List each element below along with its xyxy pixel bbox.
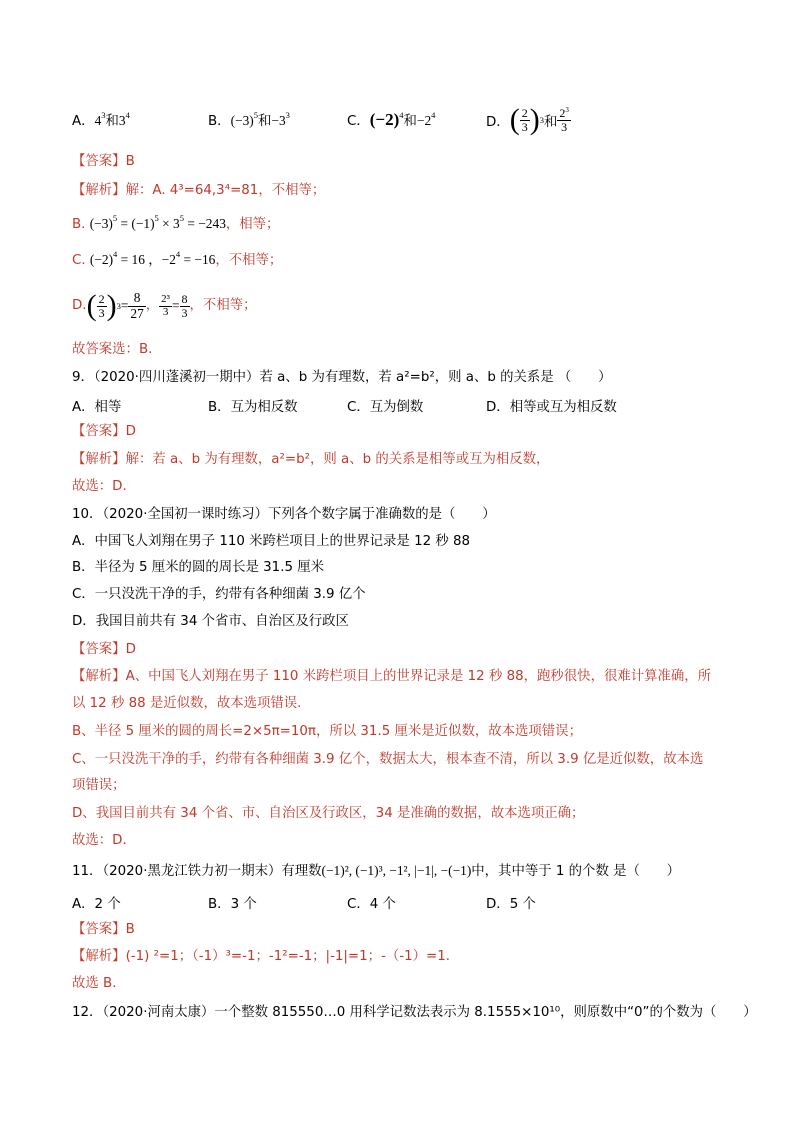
- q10-analysis-line: B、半径 5 厘米的圆的周长=2×5π=10π，所以 31.5 厘米是近似数，故本选项错误；: [72, 724, 582, 739]
- q10-analysis-line: 【解析】A、中国飞人刘翔在男子 110 米跨栏项目上的世界记录是 12 秒 88，跑秒很快，很难计算准确，所: [72, 669, 712, 684]
- q10-answer: 【答案】D: [72, 642, 136, 657]
- q12-stem: 12．（2020·河南太康）一个整数 815550…0 用科学记数法表示为 8.1555×10¹⁰，则原数中“0”的个数为（ ）: [72, 1005, 757, 1020]
- q9-stem: 9．（2020·四川蓬溪初一期中）若 a、b 为有理数，若 a²=b²，则 a、b 的关系是 （ ）: [72, 370, 612, 385]
- q11-analysis: 【解析】(-1) ²=1；（-1）³=-1；-1²=-1；|-1|=1；-（-1）=1．: [72, 949, 460, 964]
- q8-analysis-b: B. $(-3)^5 = (-1)^5 \times 3^5 = -243$，相等；: [72, 213, 280, 232]
- q8-analysis-c: C. $(-2)^4 = 16$ ，$-2^4 = -16$，不相等；: [72, 249, 283, 268]
- q10-option-c: C．一只没洗干净的手，约带有各种细菌 3.9 亿个: [72, 587, 366, 602]
- q11-option-b: B．3 个: [208, 897, 257, 912]
- q8-option-b: B．$(-3)^5$和$-3^3$: [208, 110, 290, 129]
- q8-option-d: D． ( $\frac{2}{3}$ ) 3 和 $\frac{2^3}{3}$: [486, 103, 569, 136]
- q11-stem: 11．（2020·黑龙江铁力初一期末）有理数(−1)², (−1)³, −1², |−1|, −(−1)中，其中等于 1 的个数 是（ ）: [72, 863, 681, 879]
- q11-conclusion: 故选 B．: [72, 976, 126, 991]
- q10-analysis-line: D、我国目前共有 34 个省、市、自治区及行政区，34 是准确的数据，故本选项正确；: [72, 806, 585, 821]
- q9-answer: 【答案】D: [72, 424, 136, 439]
- q10-option-a: A．中国飞人刘翔在男子 110 米跨栏项目上的世界记录是 12 秒 88: [72, 534, 471, 549]
- q9-conclusion: 故选：D.: [72, 479, 127, 494]
- q11-option-d: D．5 个: [486, 897, 536, 912]
- q10-conclusion: 故选：D．: [72, 833, 136, 848]
- q10-analysis-line: C、一只没洗干净的手，约带有各种细菌 3.9 亿个，数据太大，根本查不清，所以 3.9 亿是近似数，故本选: [72, 752, 704, 767]
- q9-option-d: D．相等或互为相反数: [486, 400, 617, 415]
- q8-option-a: A．$4^3$和$3^4$: [72, 110, 130, 129]
- q8-conclusion: 故答案选：B.: [72, 342, 153, 357]
- q9-option-b: B．互为相反数: [208, 400, 298, 415]
- q8-answer: 【答案】B: [72, 154, 135, 169]
- q9-option-a: A．相等: [72, 400, 122, 415]
- q10-analysis-line: 以 12 秒 88 是近似数，故本选项错误．: [72, 696, 311, 711]
- q10-option-b: B．半径为 5 厘米的圆的周长是 31.5 厘米: [72, 560, 325, 575]
- q9-option-c: C．互为倒数: [347, 400, 424, 415]
- q8-analysis-d: D. ( $\frac{2}{3}$ ) 3 = $\frac{8}{27}$ ， $\frac{\text{2³}}{3}$ = $\frac{8}{3}$ ，不相等；: [72, 289, 257, 322]
- q10-stem: 10．（2020·全国初一课时练习）下列各个数字属于准确数的是（ ）: [72, 507, 496, 522]
- q11-option-c: C．4 个: [347, 897, 396, 912]
- q8-option-c: C．$(-2)^4$和$-2^4$: [347, 110, 436, 129]
- q10-option-d: D．我国目前共有 34 个省市、自治区及行政区: [72, 614, 349, 629]
- q11-answer: 【答案】B: [72, 922, 135, 937]
- q8-analysis-a: 【解析】解：A. 4³=64,3⁴=81，不相等；: [72, 183, 326, 198]
- q11-option-a: A．2 个: [72, 897, 121, 912]
- q9-analysis: 【解析】解：若 a、b 为有理数，a²=b²，则 a、b 的关系是相等或互为相反数，: [72, 452, 550, 467]
- q10-analysis-line: 项错误；: [72, 778, 126, 793]
